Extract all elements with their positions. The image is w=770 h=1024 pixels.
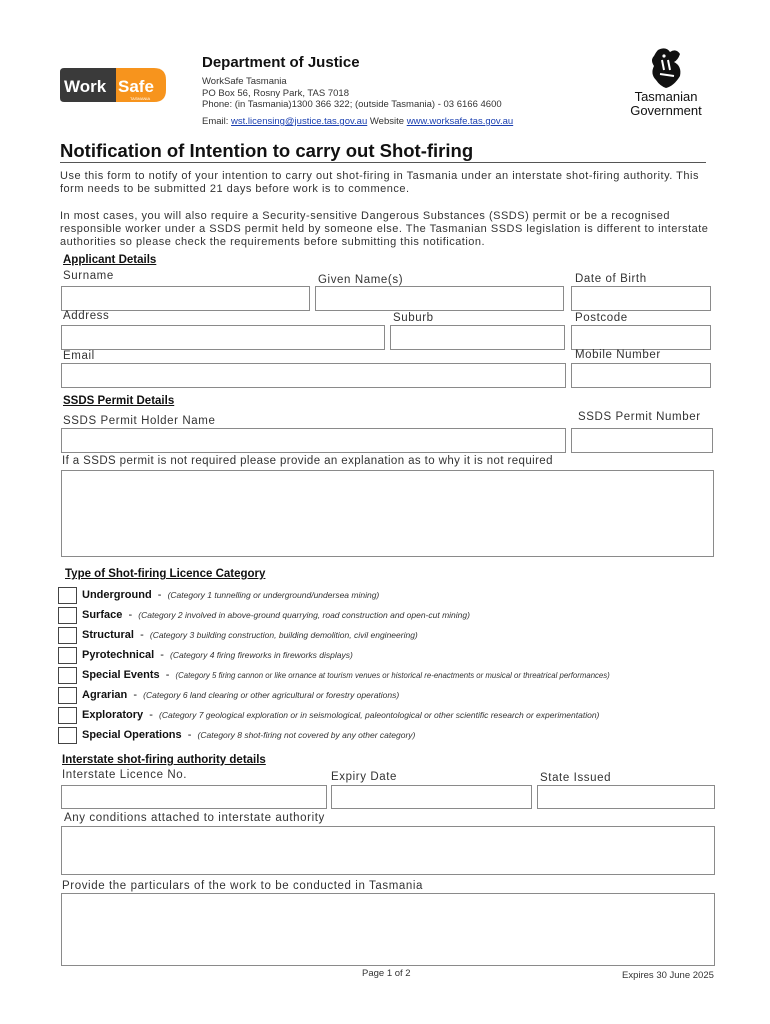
worksafe-logo-sub: TASMANIA: [130, 96, 151, 101]
dob-label: Date of Birth: [575, 273, 647, 285]
category-agrarian: Agrarian - (Category 6 land clearing or other agricultural or forestry operations): [82, 689, 400, 701]
org-name: WorkSafe Tasmania: [202, 76, 287, 87]
email-field[interactable]: [61, 363, 566, 388]
checkbox-underground[interactable]: [58, 587, 77, 604]
mobile-label: Mobile Number: [575, 349, 661, 361]
given-name-label: Given Name(s): [318, 274, 404, 286]
ssds-number-field[interactable]: [571, 428, 713, 453]
applicant-details-heading: Applicant Details: [63, 254, 157, 266]
category-special-events: Special Events - (Category 5 firing cannon or like ornance at tourism venues or historical re-enactments or musical or threatrical performances): [82, 669, 610, 681]
org-phone: Phone: (in Tasmania)1300 366 322; (outside Tasmania) - 03 6166 4600: [202, 99, 502, 110]
category-surface-name: Surface: [82, 609, 123, 621]
category-exploratory-name: Exploratory: [82, 709, 144, 721]
ssds-explain-label: If a SSDS permit is not required please provide an explanation as to why it is not required: [62, 455, 553, 467]
interstate-licence-label: Interstate Licence No.: [62, 769, 188, 781]
page-number: Page 1 of 2: [362, 968, 411, 979]
category-exploratory-desc: (Category 7 geological exploration or in seismological, paleontological or other scientific research or experimentation): [159, 710, 600, 720]
surname-field[interactable]: [61, 286, 310, 311]
category-structural-desc: (Category 3 building construction, building demolition, civil engineering): [149, 630, 418, 640]
category-exploratory: Exploratory - (Category 7 geological exploration or in seismological, paleontological or other scientific research or experimentation): [82, 709, 600, 721]
mobile-field[interactable]: [571, 363, 711, 388]
worksafe-logo-text-b: Safe: [118, 77, 154, 96]
category-pyrotechnical: Pyrotechnical - (Category 4 firing fireworks in fireworks displays): [82, 649, 353, 661]
category-underground: Underground - (Category 1 tunnelling or underground/undersea mining): [82, 589, 380, 601]
checkbox-structural[interactable]: [58, 627, 77, 644]
suburb-field[interactable]: [390, 325, 565, 350]
category-agrarian-desc: (Category 6 land clearing or other agricultural or forestry operations): [143, 690, 400, 700]
category-agrarian-name: Agrarian: [82, 689, 128, 701]
state-issued-label: State Issued: [540, 772, 612, 784]
licence-category-heading: Type of Shot-firing Licence Category: [65, 568, 266, 580]
address-label: Address: [63, 310, 110, 322]
category-special-operations: Special Operations - (Category 8 shot-firing not covered by any other category): [82, 729, 416, 741]
worksafe-logo-shape: [58, 66, 168, 104]
given-name-field[interactable]: [315, 286, 564, 311]
expiry-note: Expires 30 June 2025: [622, 970, 714, 981]
category-special-events-name: Special Events: [82, 669, 160, 681]
category-surface: Surface - (Category 2 involved in above-ground quarrying, road construction and open-cut mining): [82, 609, 470, 621]
postcode-label: Postcode: [575, 312, 628, 324]
category-underground-name: Underground: [82, 589, 152, 601]
expiry-date-field[interactable]: [331, 785, 532, 809]
surname-label: Surname: [63, 270, 114, 282]
checkbox-agrarian[interactable]: [58, 687, 77, 704]
email-field-label: Email: [63, 350, 95, 362]
email-link[interactable]: wst.licensing@justice.tas.gov.au: [231, 116, 368, 127]
ssds-details-heading: SSDS Permit Details: [63, 395, 175, 407]
particulars-field[interactable]: [61, 893, 715, 966]
ssds-number-label: SSDS Permit Number: [578, 411, 701, 423]
category-special-operations-desc: (Category 8 shot-firing not covered by any other category): [197, 730, 416, 740]
category-special-operations-name: Special Operations: [82, 729, 182, 741]
website-link[interactable]: www.worksafe.tas.gov.au: [406, 116, 514, 127]
intro-paragraph-2: In most cases, you will also require a Security-sensitive Dangerous Substances (SSDS) permit or be a recognised responsible worker under a SSDS permit held by someone else. The Tasmanian SSDS legislation is different to interstate authorities so please check the requirements before submitting this notification.: [60, 210, 709, 248]
worksafe-logo-text-a: Work: [64, 77, 107, 96]
ssds-holder-label: SSDS Permit Holder Name: [63, 415, 216, 427]
dob-field[interactable]: [571, 286, 711, 311]
address-field[interactable]: [61, 325, 385, 350]
org-address: PO Box 56, Rosny Park, TAS 7018: [202, 88, 349, 99]
checkbox-special-events[interactable]: [58, 667, 77, 684]
state-issued-field[interactable]: [537, 785, 715, 809]
tasmanian-government-logo: [616, 46, 716, 122]
conditions-label: Any conditions attached to interstate authority: [64, 812, 325, 824]
checkbox-pyrotechnical[interactable]: [58, 647, 77, 664]
tas-gov-line1: Tasmanian: [634, 89, 698, 104]
ssds-holder-field[interactable]: [61, 428, 566, 453]
interstate-details-heading: Interstate shot-firing authority details: [62, 754, 266, 766]
tas-gov-line2: Government: [630, 103, 702, 118]
checkbox-special-operations[interactable]: [58, 727, 77, 744]
email-label: Email:: [202, 116, 232, 127]
category-pyrotechnical-desc: (Category 4 firing fireworks in fireworks displays): [170, 650, 353, 660]
category-surface-desc: (Category 2 involved in above-ground quarrying, road construction and open-cut mining): [138, 610, 470, 620]
particulars-label: Provide the particulars of the work to be conducted in Tasmania: [62, 880, 424, 892]
suburb-label: Suburb: [393, 312, 434, 324]
department-title: Department of Justice: [202, 54, 360, 71]
page-title: Notification of Intention to carry out Shot-firing: [60, 140, 474, 161]
title-rule: [60, 162, 706, 163]
category-structural: Structural - (Category 3 building construction, building demolition, civil engineering): [82, 629, 418, 641]
category-special-events-desc: (Category 5 firing cannon or like ornance at tourism venues or historical re-enactments or musical or threatrical performances): [175, 671, 610, 680]
tasmanian-tiger-icon: [636, 46, 696, 90]
expiry-date-label: Expiry Date: [331, 771, 398, 783]
website-label: Website: [367, 116, 407, 127]
conditions-field[interactable]: [61, 826, 715, 875]
intro-paragraph-1: Use this form to notify of your intention to carry out shot-firing in Tasmania under an interstate shot-firing authority. This form needs to be submitted 21 days before work is to commence.: [60, 170, 699, 195]
ssds-explain-field[interactable]: [61, 470, 714, 557]
category-structural-name: Structural: [82, 629, 134, 641]
org-contact-line: [202, 116, 513, 127]
category-pyrotechnical-name: Pyrotechnical: [82, 649, 155, 661]
postcode-field[interactable]: [571, 325, 711, 350]
category-underground-desc: (Category 1 tunnelling or underground/undersea mining): [167, 590, 380, 600]
checkbox-exploratory[interactable]: [58, 707, 77, 724]
interstate-licence-field[interactable]: [61, 785, 327, 809]
checkbox-surface[interactable]: [58, 607, 77, 624]
worksafe-logo: [58, 66, 168, 104]
